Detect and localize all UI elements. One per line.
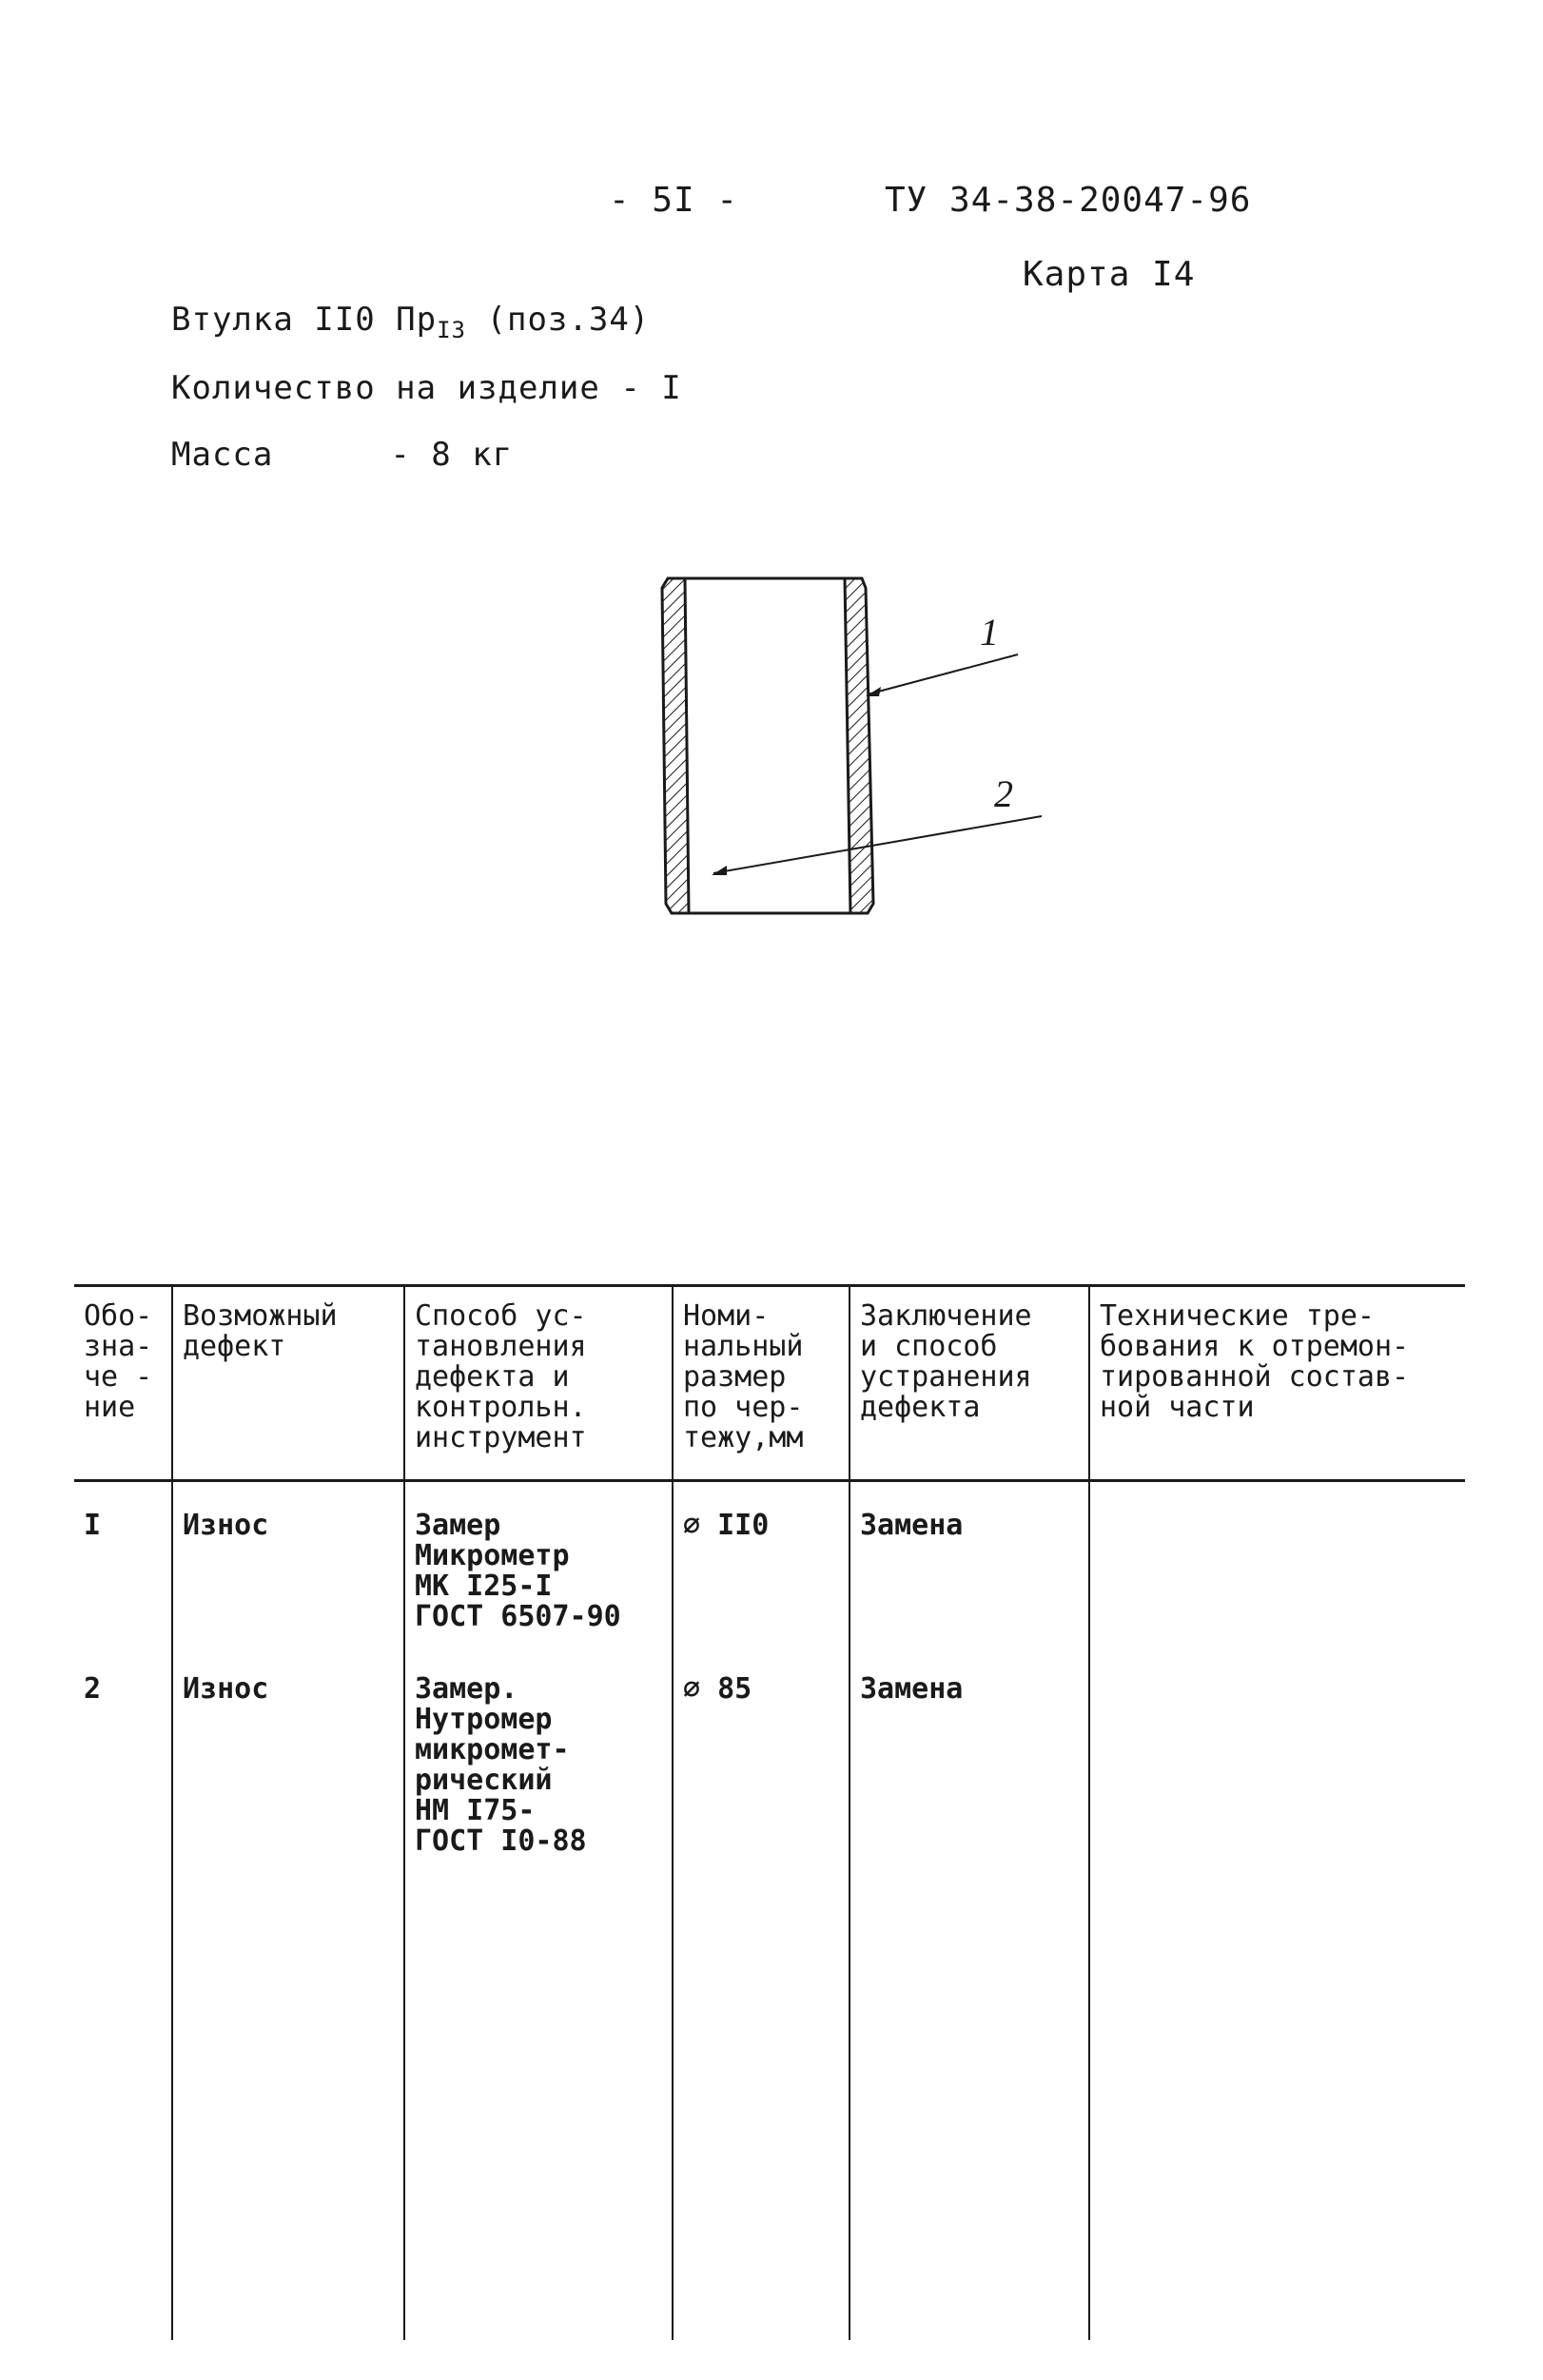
row-2-conclusion: Замена xyxy=(860,1672,964,1706)
column-divider xyxy=(672,1284,674,2340)
callout-2: 2 xyxy=(994,772,1013,815)
part-mass-value: - 8 кг xyxy=(390,436,514,474)
part-quantity: Количество на изделие - I xyxy=(171,369,682,407)
header-designation: Обо- зна- че - ние xyxy=(84,1299,153,1424)
row-2-defect: Износ xyxy=(183,1672,269,1706)
row-1-size: ⌀ II0 xyxy=(683,1509,770,1542)
table-top-rule xyxy=(74,1284,1465,1287)
card-label: Карта I4 xyxy=(1023,255,1196,294)
leader-line-2 xyxy=(713,816,1042,873)
header-nominal-size: Номи- нальный размер по чер- тежу,мм xyxy=(683,1299,804,1454)
part-name-line xyxy=(171,301,650,343)
callout-1: 1 xyxy=(980,611,999,654)
defect-table xyxy=(74,1284,1465,2340)
column-divider xyxy=(849,1284,850,2340)
header-defect: Возможный дефект xyxy=(183,1299,338,1363)
column-divider xyxy=(1088,1284,1090,2340)
header-method: Способ ус- тановления дефекта и контрольн. инструмент xyxy=(415,1299,587,1454)
row-2-method: Замер. Нутромер микромет- рический НМ I75- ГОСТ I0-88 xyxy=(415,1672,587,1858)
header-conclusion: Заключение и способ устранения дефекта xyxy=(860,1299,1032,1424)
bushing-drawing xyxy=(656,571,1065,932)
part-position: (поз.34) xyxy=(486,301,651,339)
page-number: - 5I - xyxy=(609,181,739,220)
row-1-conclusion: Замена xyxy=(860,1509,964,1542)
row-1-method: Замер Микрометр МК I25-I ГОСТ 6507-90 xyxy=(415,1509,621,1633)
part-name: Втулка II0 Пр xyxy=(171,301,438,339)
row-2-size: ⌀ 85 xyxy=(683,1672,752,1706)
part-mass-label: Масса xyxy=(171,436,274,474)
part-mass-line xyxy=(171,436,513,474)
bushing-left-wall xyxy=(662,578,689,913)
bushing-right-wall xyxy=(845,578,873,913)
row-2-designation: 2 xyxy=(84,1672,102,1706)
leader-line-1 xyxy=(868,654,1018,694)
part-name-subscript: I3 xyxy=(437,317,467,343)
row-1-defect: Износ xyxy=(183,1509,269,1542)
document-code: ТУ 34-38-20047-96 xyxy=(885,181,1252,220)
header-requirements: Технические тре- бования к отремон- тированной состав- ной части xyxy=(1100,1299,1410,1424)
column-divider xyxy=(403,1284,405,2340)
column-divider xyxy=(171,1284,173,2340)
table-header-rule xyxy=(74,1479,1465,1482)
row-1-designation: I xyxy=(84,1509,102,1542)
